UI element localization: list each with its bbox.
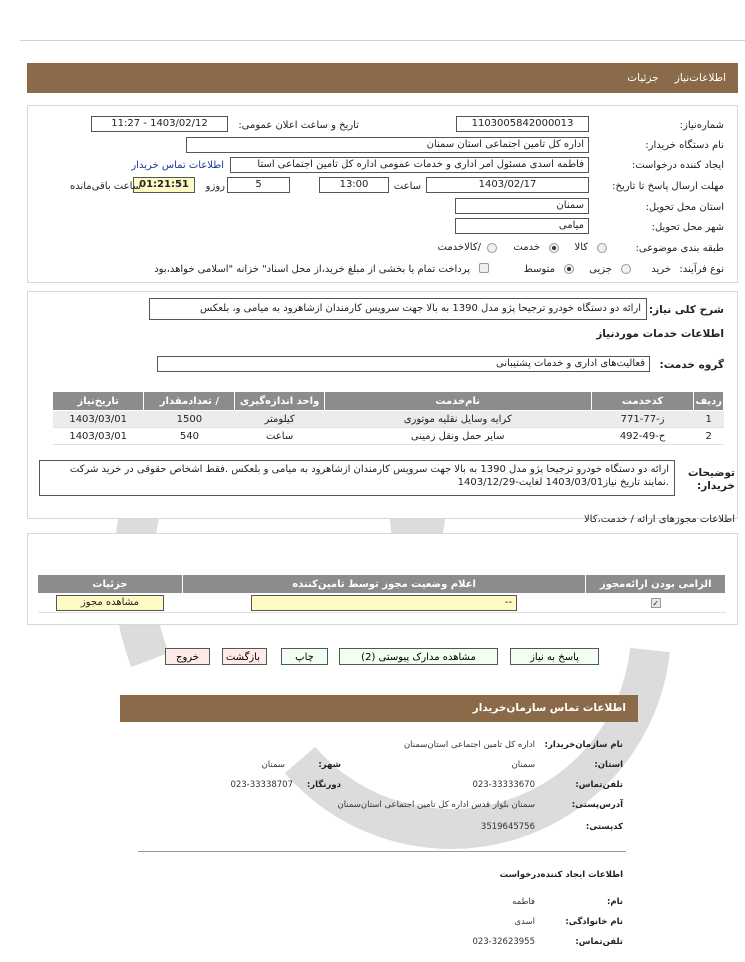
- process-label: نوع فرآیند:: [679, 264, 724, 275]
- buyer-label: نام دستگاه خریدار:: [645, 140, 724, 151]
- process-medium-label: متوسط: [523, 264, 555, 275]
- summary-text: ارائه دو دستگاه خودرو ترجیحا پژو مدل 1390 به بالا جهت سرویس کارمندان ازشاهرود به میامی و، بلعکس: [149, 298, 647, 320]
- process-radio-minor[interactable]: [621, 264, 631, 274]
- cell-date: 1403/03/01: [53, 428, 144, 445]
- process-radio-medium[interactable]: [564, 264, 574, 274]
- category-goods-label: کالا: [574, 242, 588, 253]
- creator-family-value: اسدی: [514, 917, 535, 927]
- top-divider: [20, 40, 745, 41]
- announce-label: تاریخ و ساعت اعلان عمومی:: [238, 120, 359, 131]
- cell-unit: کیلومتر: [235, 411, 324, 428]
- cell-code: ح-49-492: [591, 428, 694, 445]
- remaining-label: ساعت باقی‌مانده: [69, 181, 141, 192]
- category-goods-service-label: /کالاخدمت: [437, 242, 481, 253]
- contact-province-label: استان:: [594, 760, 623, 770]
- group-label: گروه خدمت:: [659, 359, 724, 371]
- contact-phone-value: 023-33333670: [472, 780, 535, 790]
- summary-label: شرح کلی نیاز:: [648, 304, 724, 316]
- permits-title: اطلاعات مجوزهای ارائه / خدمت،کالا: [583, 514, 735, 525]
- tab-details[interactable]: جزئیات: [627, 72, 659, 84]
- buyer-notes-label: توضیحات خریدار:: [687, 467, 735, 492]
- contact-address-value: سمنان بلوار قدس اداره کل تامین اجتماعی استان‌سمنان: [337, 800, 535, 810]
- contact-province-value: سمنان: [511, 760, 535, 770]
- col-need-date: تاریخ‌نیاز: [53, 392, 144, 411]
- group-field: فعالیت‌های اداری و خدمات پشتیبانی: [157, 356, 650, 372]
- col-unit: واحد اندازه‌گیری: [235, 392, 324, 411]
- cell-date: 1403/03/01: [53, 411, 144, 428]
- contact-header: اطلاعات تماس سازمان‌خریدار: [120, 695, 638, 722]
- treasury-payment-checkbox[interactable]: [479, 263, 489, 273]
- col-quantity: / تعدادمقدار: [144, 392, 235, 411]
- city-label: شهر محل تحویل:: [651, 222, 724, 233]
- city-field: میامی: [455, 218, 589, 234]
- cell-permit-status: [182, 594, 585, 613]
- cell-permit-required: [586, 594, 726, 613]
- days-field: 5: [227, 177, 290, 193]
- contact-city-label: شهر:: [318, 760, 341, 770]
- creator-info-title: اطلاعات ایجاد کننده‌درخواست: [499, 870, 623, 880]
- need-number-label: شماره‌نیاز:: [679, 120, 724, 131]
- category-radio-goods[interactable]: [597, 243, 607, 253]
- cell-quantity: 1500: [144, 411, 235, 428]
- contact-fax-value: 023-33338707: [230, 780, 293, 790]
- buyer-field: اداره کل تامین اجتماعی استان سمنان: [186, 137, 589, 153]
- cell-row: 1: [694, 411, 724, 428]
- cell-row: 2: [694, 428, 724, 445]
- province-field: سمنان: [455, 198, 589, 214]
- header-bar: [27, 63, 738, 93]
- col-service-name: نام‌خدمت: [324, 392, 591, 411]
- permits-table: [37, 574, 726, 613]
- treasury-payment-note: پرداخت تمام یا بخشی از مبلغ خرید،از محل اسناد" خزانه "اسلامی خواهد،بود: [154, 264, 470, 275]
- contact-divider: [138, 851, 626, 852]
- cell-name: سایر حمل ونقل زمینی: [324, 428, 591, 445]
- col-permit-required: الزامی بودن ارائه‌مجوز: [586, 575, 726, 594]
- creator-field: فاطمه اسدی مسئول امر اداری و خدمات عمومی اداره کل تامین اجتماعی استا: [230, 157, 589, 173]
- creator-phone-label: تلفن‌تماس:: [575, 937, 623, 947]
- services-title: اطلاعات خدمات موردنیاز: [596, 328, 724, 340]
- contact-org-label: نام سازمان‌خریدار:: [544, 740, 623, 750]
- cell-unit: ساعت: [235, 428, 324, 445]
- contact-address-label: آدرس‌پستی:: [571, 800, 623, 810]
- contact-phone-label: تلفن‌تماس:: [575, 780, 623, 790]
- table-row: [38, 594, 726, 613]
- buyer-notes-text: ارائه دو دستگاه خودرو ترجیحا پژو مدل 1390 به بالا جهت سرویس کارمندان ازشاهرود به میامی و بلعکس .فقط اشخاص حقوقی در خرید شرکت .نمایند تاریخ نیاز1403/03/01 لغایت-1403/12/29: [39, 460, 675, 496]
- cell-permit-details: [38, 594, 183, 613]
- process-minor-label: جزیی: [589, 264, 612, 275]
- buyer-contact-link[interactable]: اطلاعات تماس خریدار: [131, 160, 224, 171]
- table-row: [53, 411, 724, 428]
- col-row: ردیف: [694, 392, 724, 411]
- province-label: استان محل تحویل:: [645, 202, 724, 213]
- announce-field: 1403/02/12 - 11:27: [91, 116, 228, 132]
- services-table-header: [53, 392, 724, 411]
- creator-name-value: فاطمه: [512, 897, 535, 907]
- contact-fax-label: دورنگار:: [306, 780, 341, 790]
- exit-button[interactable]: خروج: [165, 648, 210, 665]
- time-label: ساعت: [393, 181, 421, 192]
- view-permit-button[interactable]: مشاهده مجوز: [56, 595, 164, 611]
- print-button[interactable]: چاپ: [281, 648, 328, 665]
- tab-need-info[interactable]: اطلاعات‌نیاز: [674, 72, 726, 84]
- permits-table-header: [38, 575, 726, 594]
- services-table: [52, 391, 724, 445]
- remaining-timer: 01:21:51: [133, 177, 195, 193]
- creator-name-label: نام:: [606, 897, 623, 907]
- cell-code: ز-77-771: [591, 411, 694, 428]
- col-service-code: کدخدمت: [591, 392, 694, 411]
- creator-label: ایجاد کننده درخواست:: [631, 160, 724, 171]
- category-radio-goods-service[interactable]: [487, 243, 497, 253]
- creator-family-label: نام خانوادگی:: [565, 917, 623, 927]
- need-number-field: 1103005842000013: [456, 116, 589, 132]
- col-permit-details: جزئیات: [38, 575, 183, 594]
- contact-postal-label: کدپستی:: [585, 822, 623, 832]
- category-radio-service[interactable]: [549, 243, 559, 253]
- permit-required-checkbox: ✓: [652, 598, 660, 608]
- deadline-time-field: 13:00: [319, 177, 389, 193]
- back-button[interactable]: بازگشت: [222, 648, 267, 665]
- contact-city-value: سمنان: [261, 760, 285, 770]
- col-permit-status: اعلام وضعیت مجوز توسط تامین‌کننده: [182, 575, 585, 594]
- creator-phone-value: 023-32623955: [472, 937, 535, 947]
- attachments-button[interactable]: مشاهده مدارک پیوستی (2): [339, 648, 498, 665]
- contact-postal-value: 3519645756: [480, 822, 535, 832]
- cell-quantity: 540: [144, 428, 235, 445]
- category-label: طبقه بندی موضوعی:: [635, 243, 724, 254]
- category-service-label: خدمت: [513, 242, 540, 253]
- deadline-date-field: 1403/02/17: [426, 177, 589, 193]
- cell-name: کرایه وسایل نقلیه موتوری: [324, 411, 591, 428]
- deadline-label: مهلت ارسال پاسخ تا تاریخ:: [612, 181, 724, 192]
- contact-org-value: اداره کل تامین اجتماعی استان‌سمنان: [403, 740, 535, 750]
- days-label: روزو: [205, 181, 225, 192]
- process-purchase-label: خرید: [651, 264, 671, 275]
- table-row: [53, 428, 724, 445]
- permit-status-select[interactable]: --: [251, 595, 517, 611]
- reply-button[interactable]: پاسخ به نیاز: [510, 648, 599, 665]
